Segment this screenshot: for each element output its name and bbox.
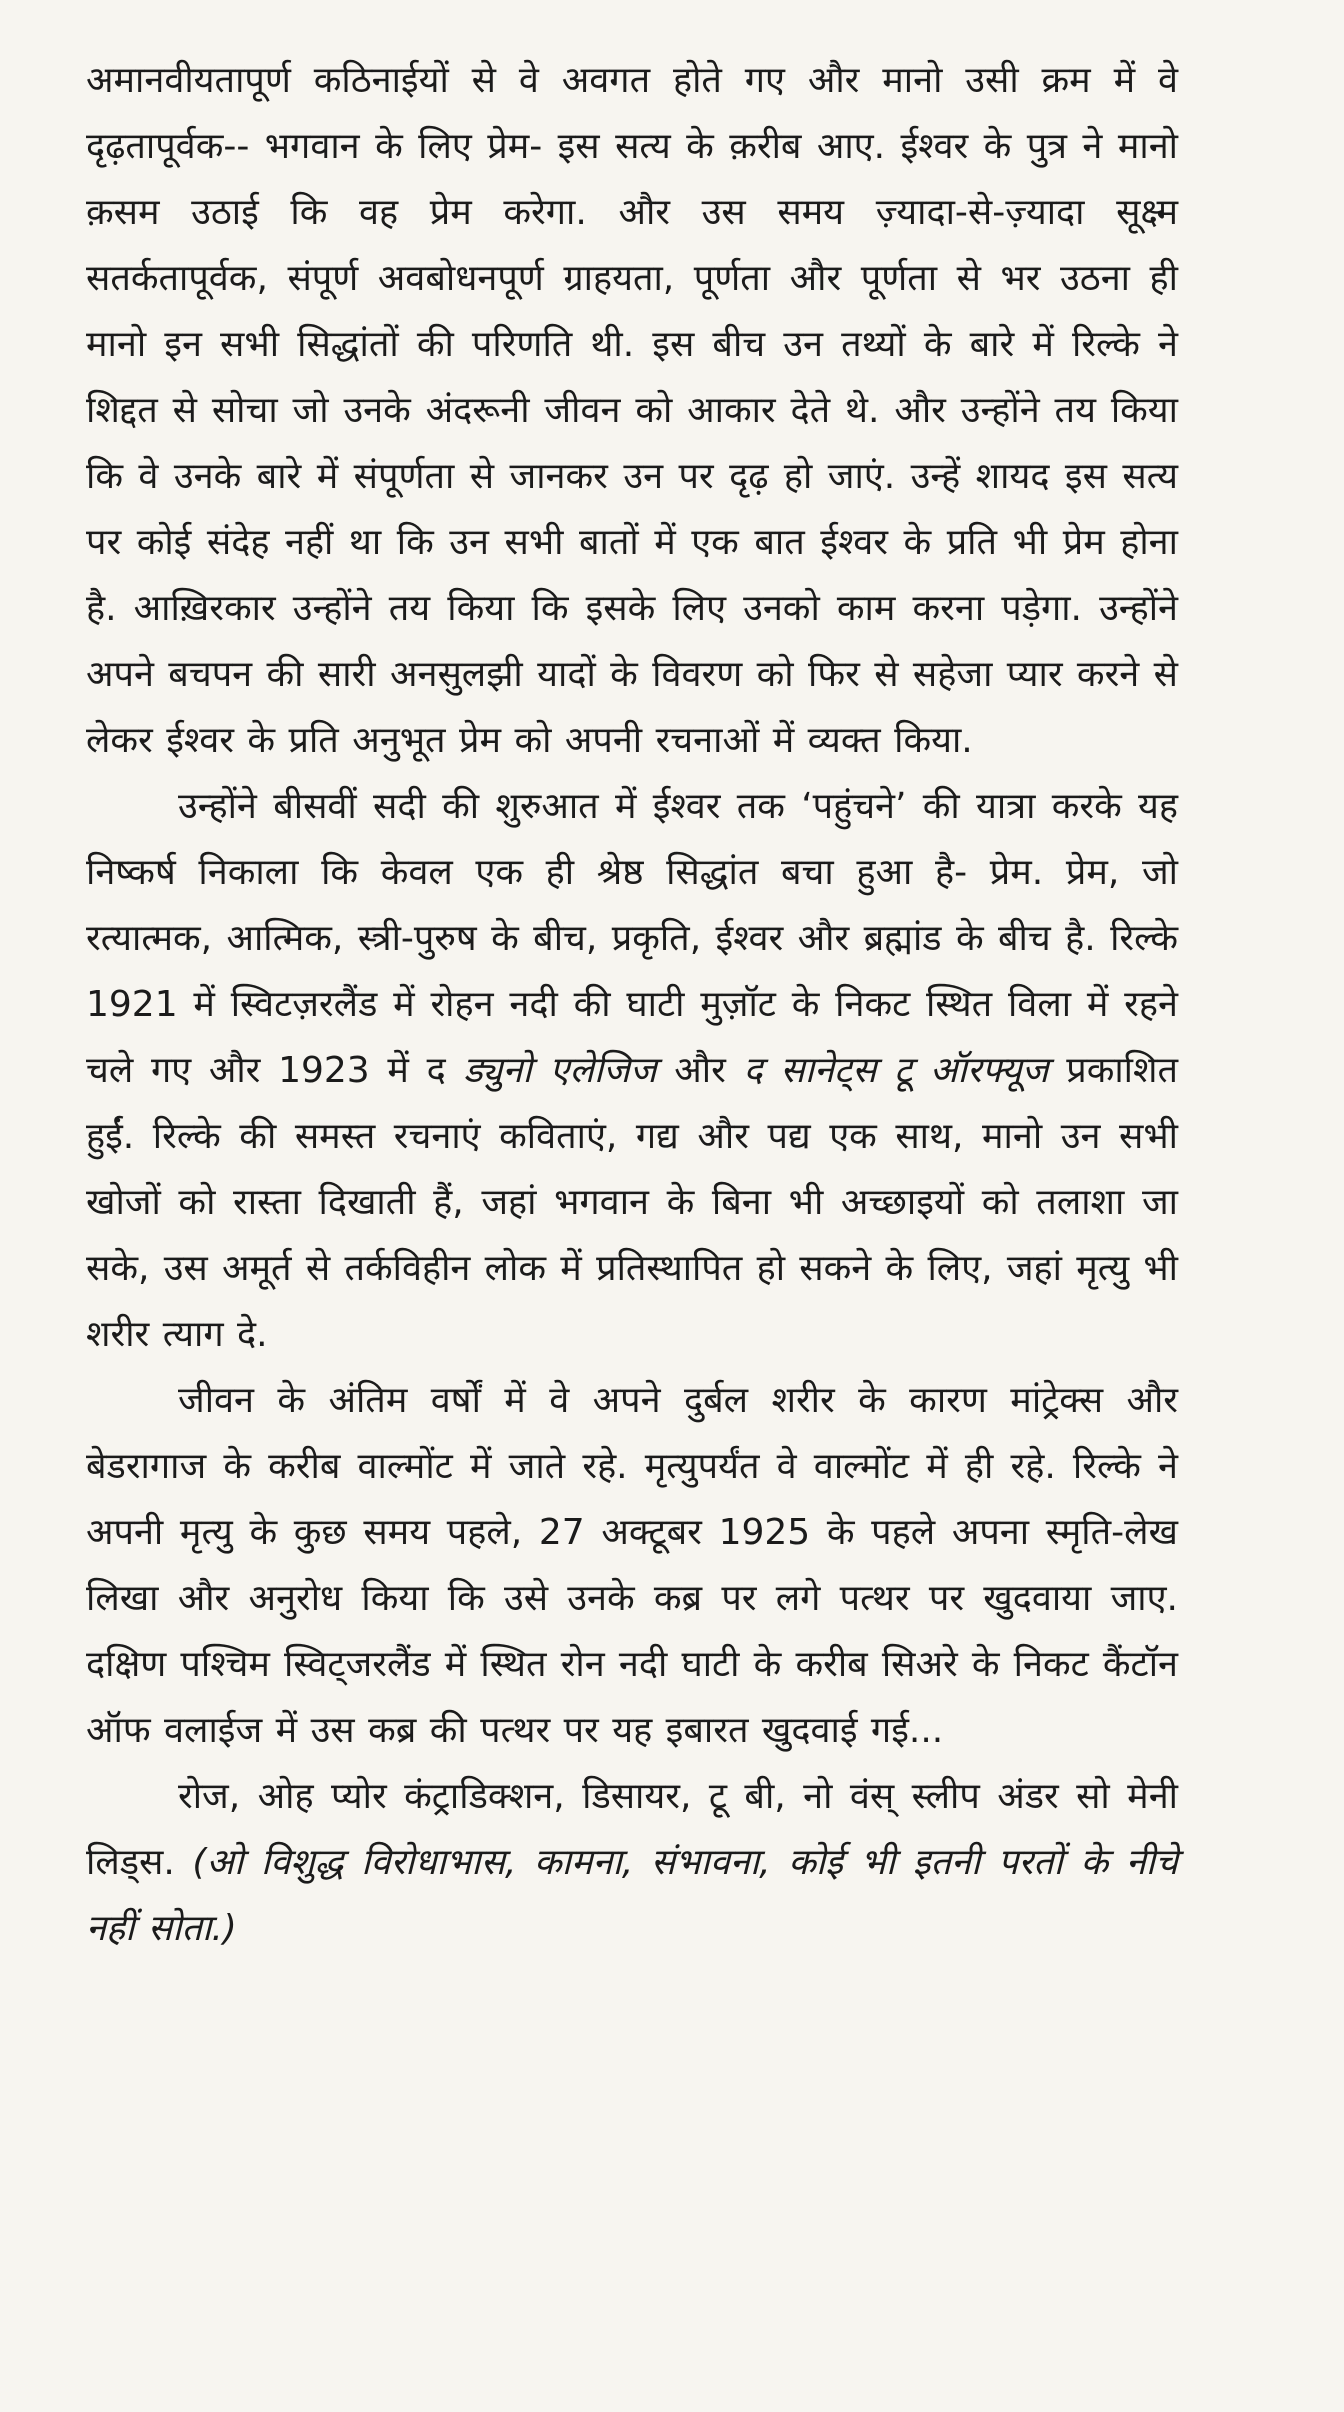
paragraph-2-text-a: उन्होंने बीसवीं सदी की शुरुआत में ईश्वर तक ‘पहुंचने’ की यात्रा करके यह निष्कर्ष निकाला कि केवल एक ही श्रेष्ठ सिद्धांत बचा हुआ है- प्रेम. प्रेम, जो रत्यात्मक, आत्मिक, स्त्री-पुरुष के बीच, प्रकृति, ईश्वर और ब्रह्मांड के बीच है. रिल्के 1921 में स्विटज़रलैंड में रोहन नदी की घाटी मुज़ॉट के निकट स्थित विला में रहने चले गए और 1923 में द <box>86 786 1178 1091</box>
paragraph-2-text-b: और <box>656 1050 744 1091</box>
epitaph-text: रोज, ओह प्योर कंट्राडिक्शन, डिसायर, टू बी, नो वंस् स्लीप अंडर सो मेनी लिड्स. <box>86 1776 1178 1883</box>
paragraph-3-text: जीवन के अंतिम वर्षों में वे अपने दुर्बल शरीर के कारण मांट्रेक्स और बेडरागाज के करीब वाल्मोंट में जाते रहे. मृत्युपर्यंत वे वाल्मोंट में ही रहे. रिल्के ने अपनी मृत्यु के कुछ समय पहले, 27 अक्टूबर 1925 के पहले अपना स्मृति-लेख लिखा और अनुरोध किया कि उसे उनके कब्र पर लगे पत्थर पर खुदवाया जाए. दक्षिण पश्चिम स्विट्जरलैंड में स्थित रोन नदी घाटी के करीब सिअरे के निकट कैंटॉन ऑफ वलाईज में उस कब्र की पत्थर पर यह इबारत खुदवाई गई... <box>86 1380 1178 1751</box>
paragraph-1-text: अमानवीयतापूर्ण कठिनाईयों से वे अवगत होते गए और मानो उसी क्रम में वे दृढ़तापूर्वक-- भगवान के लिए प्रेम- इस सत्य के क़रीब आए. ईश्वर के पुत्र ने मानो क़सम उठाई कि वह प्रेम करेगा. और उस समय ज़्यादा-से-ज़्यादा सूक्ष्म सतर्कतापूर्वक, संपूर्ण अवबोधनपूर्ण ग्राहयता, पूर्णता और पूर्णता से भर उठना ही मानो इन सभी सिद्धांतों की परिणति थी. इस बीच उन तथ्यों के बारे में रिल्के ने शिद्दत से सोचा जो उनके अंदरूनी जीवन को आकार देते थे. और उन्होंने तय किया कि वे उनके बारे में संपूर्णता से जानकर उन पर दृढ़ हो जाएं. उन्हें शायद इस सत्य पर कोई संदेह नहीं था कि उन सभी बातों में एक बात ईश्वर के प्रति भी प्रेम होना है. आख़िरकार उन्होंने तय किया कि इसके लिए उनको काम करना पड़ेगा. उन्होंने अपने बचपन की सारी अनसुलझी यादों के विवरण को फिर से सहेजा प्यार करने से लेकर ईश्वर के प्रति अनुभूत प्रेम को अपनी रचनाओं में व्यक्त किया. <box>86 60 1178 761</box>
epitaph-translation: (ओ विशुद्ध विरोधाभास, कामना, संभावना, कोई भी इतनी परतों के नीचे नहीं सोता.) <box>86 1842 1178 1949</box>
paragraph-1 <box>86 48 1178 774</box>
paragraph-2 <box>86 774 1178 1368</box>
book-title-duino-elegies: ड्युनो एलेजिज <box>463 1050 657 1091</box>
paragraph-3 <box>86 1368 1178 1764</box>
book-title-sonnets-to-orpheus: द सानेट्स टू ऑरफ्यूज <box>743 1050 1049 1091</box>
paragraph-4 <box>86 1764 1178 1962</box>
paragraph-2-text-c: प्रकाशित हुईं. रिल्के की समस्त रचनाएं कविताएं, गद्य और पद्य एक साथ, मानो उन सभी खोजों को रास्ता दिखाती हैं, जहां भगवान के बिना भी अच्छाइयों को तलाशा जा सके, उस अमूर्त से तर्कविहीन लोक में प्रतिस्थापित हो सकने के लिए, जहां मृत्यु भी शरीर त्याग दे. <box>86 1050 1178 1355</box>
page-body-text <box>86 48 1178 1962</box>
